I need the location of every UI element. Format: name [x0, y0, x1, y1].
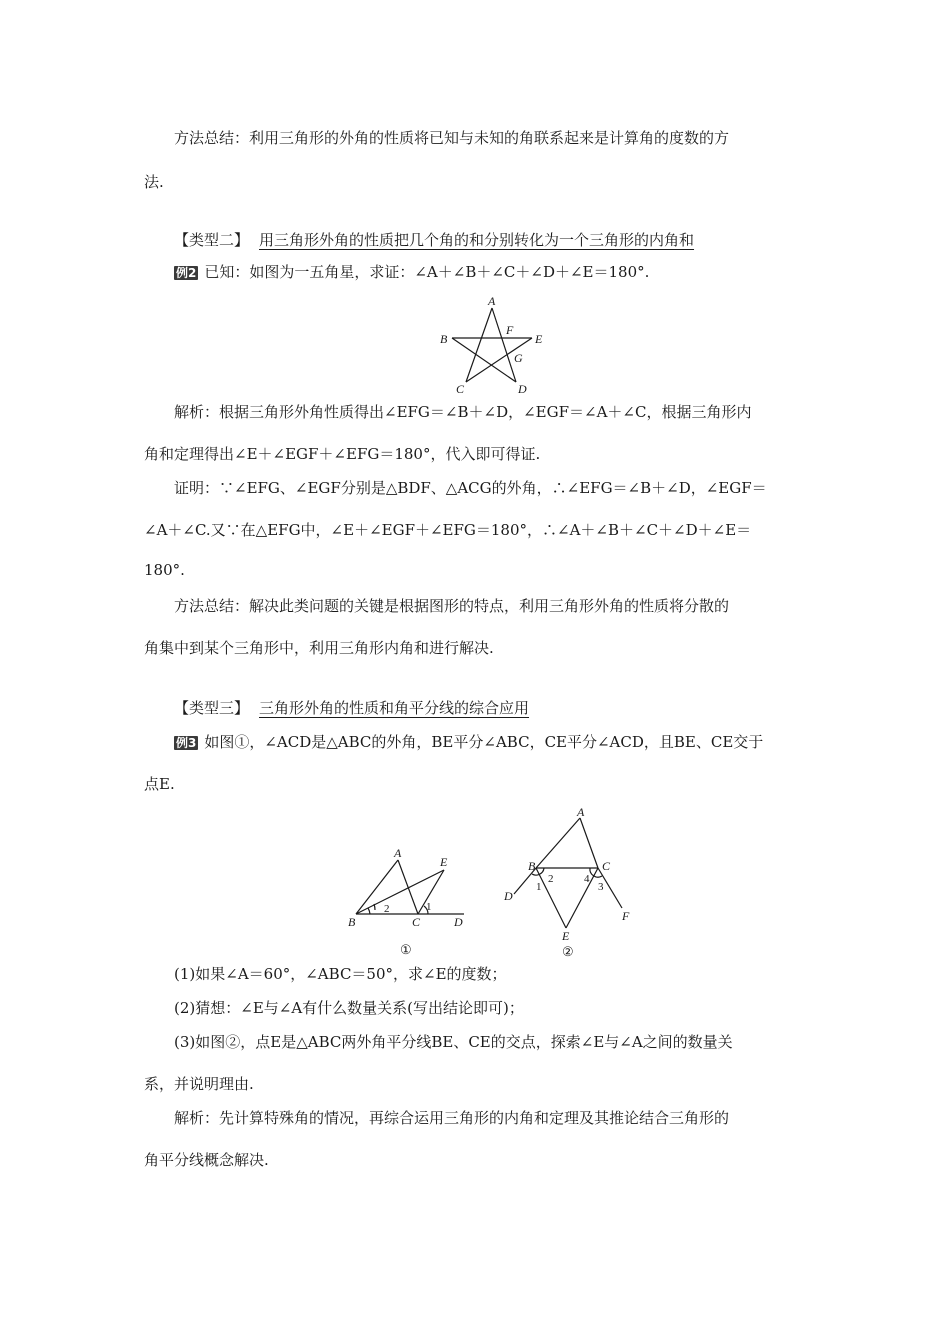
fig1-label-a: A — [394, 846, 402, 860]
star-label-g: G — [514, 351, 523, 365]
star-figure — [430, 294, 550, 398]
question-3-line-2: 系，并说明理由. — [144, 1075, 254, 1093]
fig2-label-a: A — [577, 805, 585, 819]
fig2-line-ab — [536, 818, 580, 868]
example-3-badge: 例3 — [176, 736, 197, 750]
analysis-3-line-2: 角平分线概念解决. — [144, 1151, 269, 1169]
proof-line-1: 证明：∵∠EFG、∠EGF分别是△BDF、△ACG的外角，∴∠EFG＝∠B＋∠D，∠EGF＝ — [174, 479, 767, 497]
fig1-label-b: B — [348, 915, 356, 929]
type-two-title: 用三角形外角的性质把几个角的和分别转化为一个三角形的内角和 — [259, 231, 695, 249]
fig2-label-b: B — [528, 859, 536, 873]
method-summary-1-line-2: 法. — [144, 173, 164, 191]
fig2-label-d: D — [504, 889, 513, 903]
question-1: (1)如果∠A＝60°，∠ABC＝50°，求∠E的度数； — [174, 965, 507, 983]
fig1-caption: ① — [400, 942, 412, 957]
star-label-c: C — [456, 382, 465, 396]
proof-line-3: 180°. — [144, 561, 185, 579]
fig2-label-angle-2: 2 — [548, 873, 554, 885]
analysis-2-line-2: 角和定理得出∠E＋∠EGF＋∠EFG＝180°，代入即可得证. — [144, 445, 541, 463]
fig1-arc-2 — [374, 904, 375, 910]
method-summary-2-line-1: 方法总结：解决此类问题的关键是根据图形的特点，利用三角形外角的性质将分散的 — [174, 597, 730, 615]
proof-line-2: ∠A＋∠C.又∵在△EFG中，∠E＋∠EGF＋∠EFG＝180°，∴∠A＋∠B＋∠C＋∠D＋∠E＝ — [144, 521, 752, 539]
type-two-heading — [174, 230, 838, 250]
star-label-f: F — [506, 323, 514, 337]
type-three-heading — [174, 698, 838, 718]
example-3-text: 如图①，∠ACD是△ABC的外角，BE平分∠ABC，CE平分∠ACD，且BE、CE交于 — [204, 733, 764, 751]
type-three-tag: 【类型三】 — [174, 699, 250, 717]
example-2-badge: 例2 — [176, 266, 197, 280]
fig2-label-e: E — [562, 929, 570, 943]
analysis-2-line-1: 解析：根据三角形外角性质得出∠EFG＝∠B＋∠D，∠EGF＝∠A＋∠C，根据三角形内 — [174, 403, 752, 421]
fig1-line-ab — [356, 860, 398, 914]
star-label-b: B — [440, 332, 448, 346]
fig1-label-d: D — [454, 915, 463, 929]
example-2-text: 已知：如图为一五角星，求证：∠A＋∠B＋∠C＋∠D＋∠E＝180°. — [204, 263, 650, 281]
fig2-line-ce — [566, 868, 598, 928]
fig2-line-ac — [580, 818, 598, 868]
method-summary-2-line-2: 角集中到某个三角形中，利用三角形内角和进行解决. — [144, 639, 494, 657]
star-line-ac — [466, 308, 492, 382]
fig2-label-angle-3: 3 — [598, 881, 604, 893]
fig1-arc-1 — [368, 908, 370, 914]
fig2-label-angle-4: 4 — [584, 873, 590, 885]
fig1-label-angle-2: 2 — [384, 903, 390, 915]
method-summary-1-line-1: 方法总结：利用三角形的外角的性质将已知与未知的角联系起来是计算角的度数的方 — [174, 129, 730, 147]
fig2-label-angle-1: 1 — [536, 881, 542, 893]
star-line-ad — [492, 308, 516, 382]
type-three-title: 三角形外角的性质和角平分线的综合应用 — [259, 699, 530, 717]
fig1-line-ac — [398, 860, 418, 914]
fig2-label-c: C — [602, 859, 611, 873]
star-label-e: E — [535, 332, 543, 346]
figure-1 — [340, 846, 470, 962]
fig2-caption: ② — [562, 944, 574, 959]
fig2-label-f: F — [622, 909, 630, 923]
example-3-line-2: 点E. — [144, 775, 175, 793]
type-two-tag: 【类型二】 — [174, 231, 250, 249]
star-label-a: A — [488, 294, 496, 308]
fig1-label-e: E — [440, 855, 448, 869]
analysis-3-line-1: 解析：先计算特殊角的情况，再综合运用三角形的内角和定理及其推论结合三角形的 — [174, 1109, 730, 1127]
example-2 — [174, 262, 838, 282]
example-3-line-1 — [174, 732, 838, 752]
question-3-line-1: (3)如图②，点E是△ABC两外角平分线BE、CE的交点，探索∠E与∠A之间的数量关 — [174, 1033, 733, 1051]
figure-2 — [498, 804, 648, 962]
star-line-bd — [452, 338, 516, 382]
question-2: (2)猜想：∠E与∠A有什么数量关系(写出结论即可)； — [174, 999, 524, 1017]
fig1-label-c: C — [412, 915, 421, 929]
star-label-d: D — [518, 382, 527, 396]
fig1-label-angle-1: 1 — [426, 901, 432, 913]
